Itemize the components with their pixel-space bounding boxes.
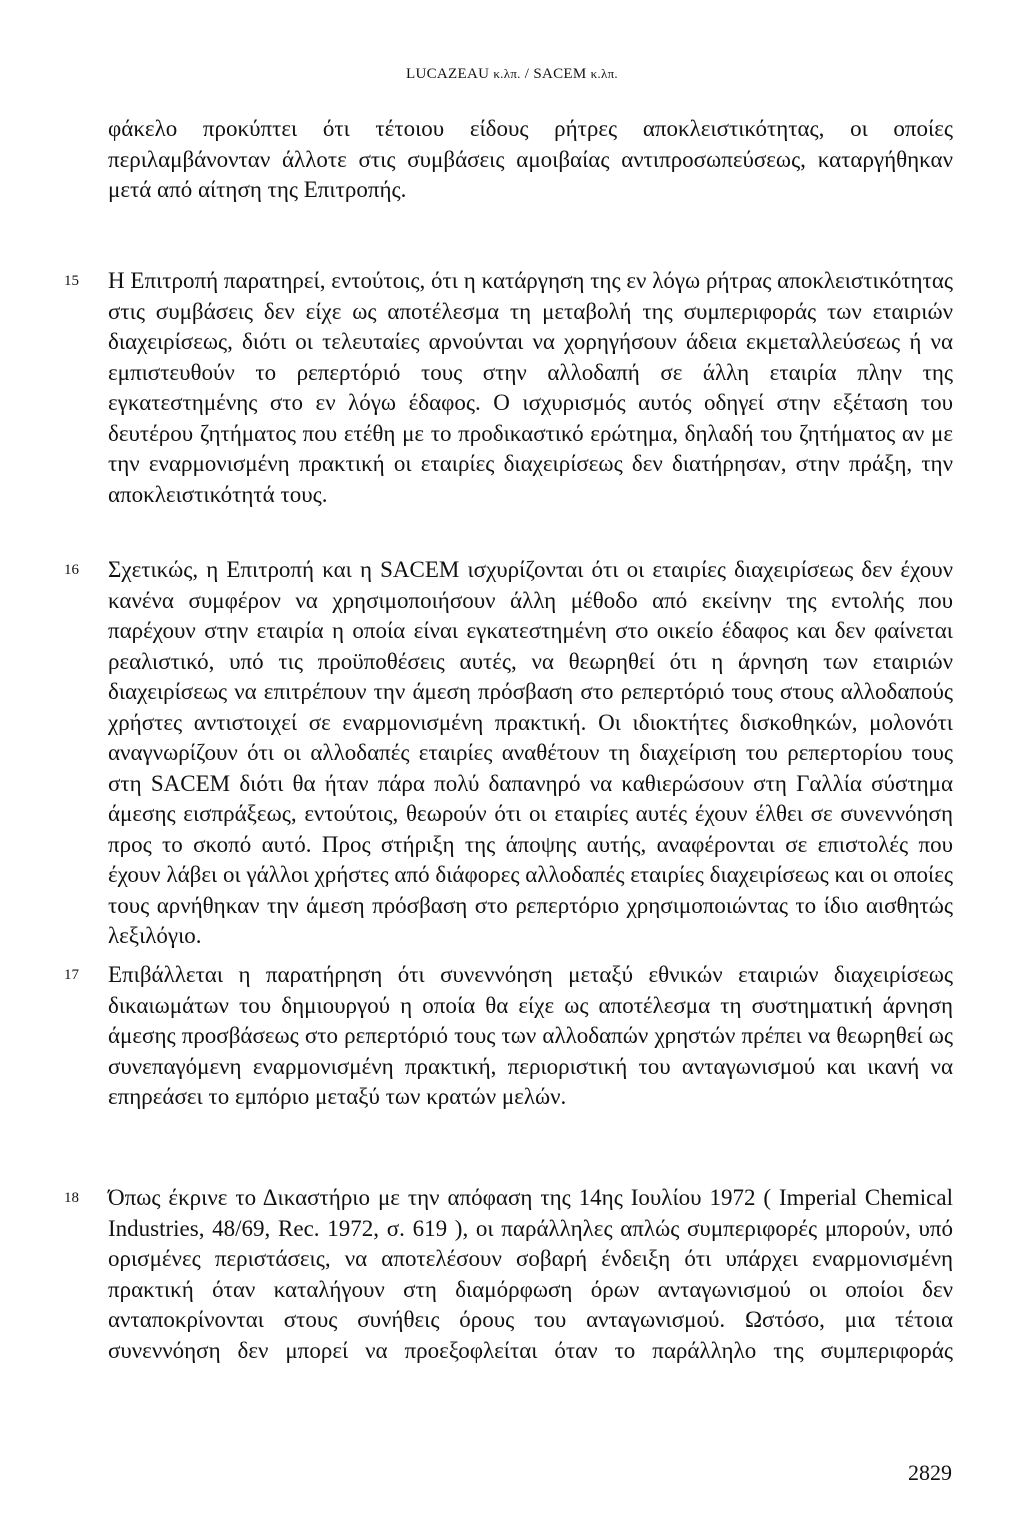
page-number: 2829 [908,1460,952,1485]
header-right-title: SACEM [533,66,587,82]
header-left-title: LUCAZEAU [406,66,490,82]
header-right-abbr: κ.λπ. [590,66,618,81]
paragraph-number-15: 15 [64,273,79,289]
continuation-paragraph: φάκελο προκύπτει ότι τέτοιου είδους ρήτρες αποκλειστικότητας, οι οποίες περιλαμβάνονταν άλλοτε στις συμβάσεις αμοιβαίας αντιπροσωπεύσεως, καταργήθηκαν μετά από αίτηση της Επιτροπής. [108,116,953,202]
paragraph-18: Όπως έκρινε το Δικαστήριο με την απόφαση της 14ης Ιουλίου 1972 ( Imperial Chemical Industries, 48/69, Rec. 1972, σ. 619 ), οι παράλληλες απλώς συμπεριφορές μπορούν, υπό ορισμένες περιστάσεις, να αποτελέσουν σοβαρή ένδειξη ότι υπάρχει εναρμονισμένη πρακτική όταν καταλήγουν στη διαμόρφωση όρων ανταγωνισμού οι οποίοι δεν ανταποκρίνονται στους συνήθεις όρους του ανταγωνισμού. Ωστόσο, μια τέτοια συνεννόηση δεν μπορεί να προεξοφλείται όταν το παράλληλο της συμπεριφοράς [108,1185,953,1363]
paragraph-17: Επιβάλλεται η παρατήρηση ότι συνεννόηση μεταξύ εθνικών εταιριών διαχειρίσεως δικαιωμάτων του δημιουργού η οποία θα είχε ως αποτέλεσμα τη συστηματική άρνηση άμεσης προσβάσεως στο ρεπερτόριό τους των αλλοδαπών χρηστών πρέπει να θεωρηθεί ως συνεπαγόμενη εναρμονισμένη πρακτική, περιοριστική του ανταγωνισμού και ικανή να επηρεάσει το εμπόριο μεταξύ των κρατών μελών. [108,962,953,1109]
header-left-abbr: κ.λπ. [493,66,521,81]
paragraph-number-16: 16 [64,562,79,578]
paragraph-number-18: 18 [64,1190,79,1206]
paragraph-16: Σχετικώς, η Επιτροπή και η SACEM ισχυρίζονται ότι οι εταιρίες διαχειρίσεως δεν έχουν κανένα συμφέρον να χρησιμοποιήσουν άλλη μέθοδο από εκείνην της εντολής που παρέχουν στην εταιρία η οποία είναι εγκατεστημένη στο οικείο έδαφος και δεν φαίνεται ρεαλιστικό, υπό τις προϋποθέσεις αυτές, να θεωρηθεί ότι η άρνηση των εταιριών διαχειρίσεως να επιτρέπουν την άμεση πρόσβαση στο ρεπερτόριό τους στους αλλοδαπούς χρήστες αντιστοιχεί σε εναρμονισμένη πρακτική. Οι ιδιοκτήτες δισκοθηκών, μολονότι αναγνωρίζουν ότι οι αλλοδαπές εταιρίες αναθέτουν τη διαχείριση του ρεπερτορίου τους στη SACEM διότι θα ήταν πάρα πολύ δαπανηρό να καθιερώσουν στη Γαλλία σύστημα άμεσης εισπράξεως, εντούτοις, θεωρούν ότι οι εταιρίες αυτές έχουν έλθει σε συνεννόηση προς το σκοπό αυτό. Προς στήριξη της άποψης αυτής, αναφέρονται σε επιστολές που έχουν λάβει οι γάλλοι χρήστες από διάφορες αλλοδαπές εταιρίες διαχειρίσεως και οι οποίες τους αρνήθηκαν την άμεση πρόσβαση στο ρεπερτόριο χρησιμοποιώντας το ίδιο αισθητώς λεξιλόγιο. [108,557,953,948]
header-separator: / [520,66,534,82]
paragraph-number-17: 17 [64,967,79,983]
paragraph-15: Η Επιτροπή παρατηρεί, εντούτοις, ότι η κατάργηση της εν λόγω ρήτρας αποκλειστικότητας στις συμβάσεις δεν είχε ως αποτέλεσμα τη μεταβολή της συμπεριφοράς των εταιριών διαχειρίσεως, διότι οι τελευταίες αρνούνται να χορηγήσουν άδεια εκμεταλλεύσεως ή να εμπιστευθούν το ρεπερτόριό τους στην αλλοδαπή σε άλλη εταιρία πλην της εγκατεστημένης στο εν λόγω έδαφος. Ο ισχυρισμός αυτός οδηγεί στην εξέταση του δευτέρου ζητήματος που ετέθη με το προδικαστικό ερώτημα, δηλαδή του ζητήματος αν με την εναρμονισμένη πρακτική οι εταιρίες διαχειρίσεως δεν διατήρησαν, στην πράξη, την αποκλειστικότητά τους. [108,268,953,507]
running-header [0,66,1024,83]
